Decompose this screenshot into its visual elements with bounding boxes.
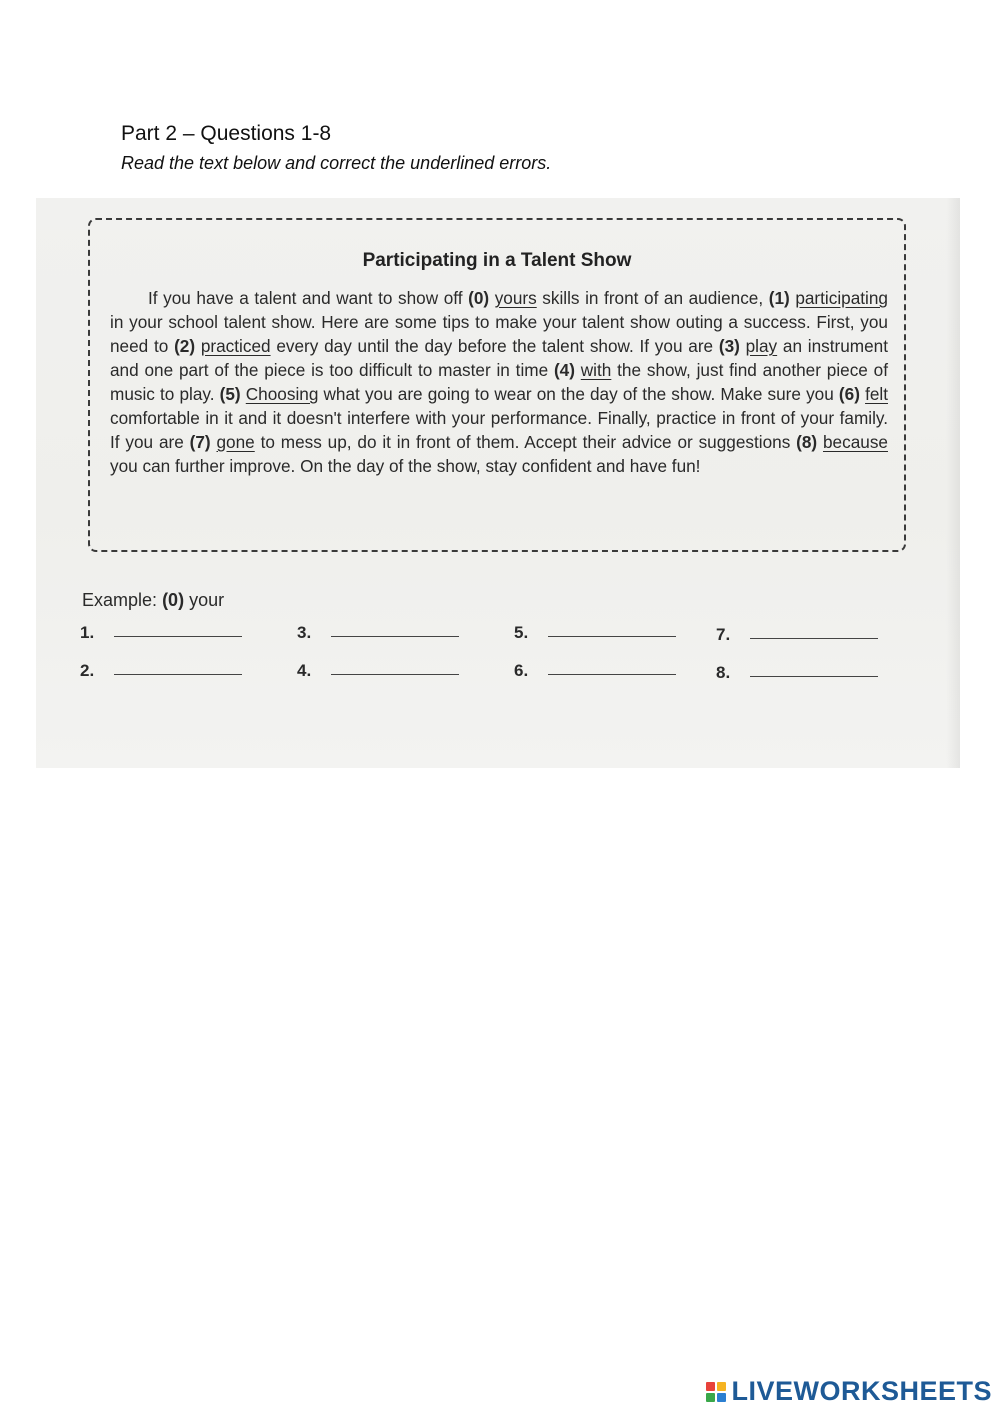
answer-item-1 xyxy=(80,622,242,643)
answer-grid xyxy=(80,622,900,702)
underlined-error-7: gone xyxy=(216,432,255,452)
passage-segment: comfortable in it and it doesn't interfere with your performance. Finally, practice in front of your family. If you are xyxy=(110,408,888,452)
answer-item-3 xyxy=(297,622,459,643)
passage-segment: in your school talent show. Here are some tips to make your talent show outing a success. First, you need to xyxy=(110,312,888,356)
underlined-error-5: Choosing xyxy=(245,384,319,404)
passage-segment: an instrument and one part of the piece is too difficult to master in time xyxy=(110,336,888,380)
liveworksheets-logo-icon xyxy=(706,1382,726,1402)
answer-blank-5[interactable] xyxy=(548,622,676,637)
answer-number: 7. xyxy=(716,625,731,644)
liveworksheets-brand[interactable] xyxy=(706,1376,992,1407)
passage-segment: you can further improve. On the day of the show, stay confident and have fun! xyxy=(110,456,701,476)
underlined-error-2: practiced xyxy=(200,336,271,356)
answer-number: 1. xyxy=(80,623,95,642)
answer-item-8 xyxy=(716,662,878,683)
passage-segment: skills in front of an audience, xyxy=(536,288,769,308)
passage-segment: what you are going to wear on the day of the show. Make sure you xyxy=(318,384,839,404)
answer-item-4 xyxy=(297,660,459,681)
passage-segment: If you have a talent and want to show off xyxy=(148,288,469,308)
item-number-1: (1) xyxy=(768,288,790,308)
passage-segment: the show, just find another piece of music to play. xyxy=(110,360,888,404)
item-number-8: (8) xyxy=(796,432,818,452)
logo-square xyxy=(717,1382,726,1391)
answer-number: 6. xyxy=(514,661,529,680)
answer-blank-7[interactable] xyxy=(750,624,878,639)
passage-title: Participating in a Talent Show xyxy=(362,250,632,271)
item-number-5: (5) xyxy=(219,384,241,404)
example-line xyxy=(82,590,224,611)
answer-number: 8. xyxy=(716,663,731,682)
answer-blank-3[interactable] xyxy=(331,622,459,637)
answer-number: 3. xyxy=(297,623,312,642)
example-number: (0) xyxy=(162,590,185,610)
answer-number: 4. xyxy=(297,661,312,680)
underlined-error-1: participating xyxy=(795,288,888,308)
answer-item-2 xyxy=(80,660,242,681)
item-number-0: (0) xyxy=(468,288,490,308)
logo-square xyxy=(706,1382,715,1391)
worksheet-header xyxy=(121,122,551,174)
answer-item-7 xyxy=(716,624,878,645)
passage-text xyxy=(110,286,888,478)
item-number-3: (3) xyxy=(718,336,740,356)
underlined-error-0: yours xyxy=(494,288,537,308)
brand-wordmark: LIVEWORKSHEETS xyxy=(731,1376,992,1406)
answer-blank-2[interactable] xyxy=(114,660,242,675)
underlined-error-3: play xyxy=(745,336,778,356)
underlined-error-6: felt xyxy=(865,384,888,404)
passage-box xyxy=(88,218,906,552)
item-number-4: (4) xyxy=(553,360,575,380)
underlined-error-4: with xyxy=(580,360,612,380)
answer-number: 5. xyxy=(514,623,529,642)
answer-blank-6[interactable] xyxy=(548,660,676,675)
answer-number: 2. xyxy=(80,661,95,680)
logo-square xyxy=(717,1393,726,1402)
underlined-error-8: because xyxy=(823,432,888,452)
answer-item-5 xyxy=(514,622,676,643)
item-number-6: (6) xyxy=(838,384,860,404)
example-answer: your xyxy=(189,590,225,610)
passage-segment: every day until the day before the talent show. If you are xyxy=(270,336,719,356)
passage-segment: to mess up, do it in front of them. Accept their advice or suggestions xyxy=(254,432,797,452)
answer-blank-4[interactable] xyxy=(331,660,459,675)
instruction-text: Read the text below and correct the underlined errors. xyxy=(121,153,552,173)
part-title: Part 2 – Questions 1-8 xyxy=(121,122,332,145)
answer-blank-8[interactable] xyxy=(750,662,878,677)
item-number-7: (7) xyxy=(189,432,211,452)
logo-square xyxy=(706,1393,715,1402)
answer-item-6 xyxy=(514,660,676,681)
scan-shadow xyxy=(946,198,960,768)
answer-blank-1[interactable] xyxy=(114,622,242,637)
scanned-page xyxy=(36,198,960,768)
example-label: Example: xyxy=(82,590,158,610)
item-number-2: (2) xyxy=(174,336,196,356)
